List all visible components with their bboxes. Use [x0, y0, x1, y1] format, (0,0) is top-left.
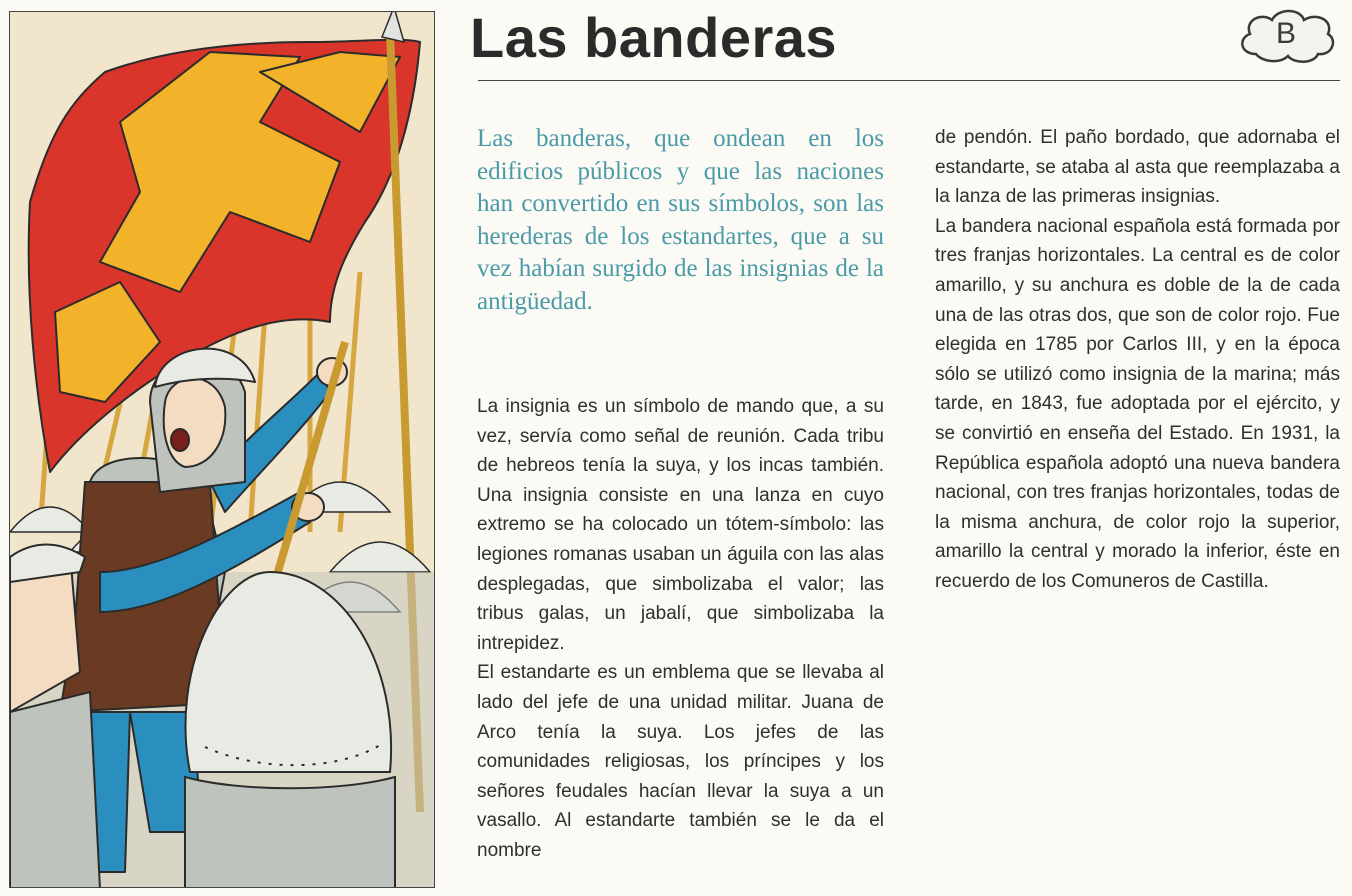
title-divider: [478, 80, 1340, 81]
badge-letter: B: [1275, 17, 1296, 50]
paragraph-pendon: de pendón. El paño bordado, que adornaba el estandarte, se ataba al asta que reemplazaba a la lanza de las primeras insignias.: [935, 127, 1340, 208]
intro-paragraph: Las banderas, que ondean en los edificios públicos y que las naciones han convertido en sus símbolos, son las herederas de los estandartes, que a su vez habían surgido de las insignias de la antigüedad.: [477, 125, 884, 315]
page-title: Las banderas: [470, 6, 838, 69]
paragraph-estandarte: El estandarte es un emblema que se llevaba al lado del jefe de una unidad militar. Juana de Arco tenía la suya. Los jefes de las comunidades religiosas, los príncipes y los señores feudales hacían llevar la suya a un vasallo. Al estandarte también se le da el nombre: [477, 662, 884, 861]
paragraph-insignia: La insignia es un símbolo de mando que, a su vez, servía como señal de reunión. Cada tribu de hebreos tenía la suya, y los incas también. Una insignia consiste en una lanza en cuyo extremo se ha colocado un tótem-símbolo: las legiones romanas usaban un águila con las alas desplegadas, que simbolizaba el valor; las tribus galas, un jabalí, que simbolizaba la intrepidez.: [477, 396, 884, 654]
body-column-right: [935, 123, 1340, 597]
body-column-left: [477, 392, 884, 866]
illustration-flag-bearer: [9, 11, 435, 888]
paragraph-bandera-espanola: La bandera nacional española está formada por tres franjas horizontales. La central es de color amarillo, y su anchura es doble de la de cada una de las otras dos, que son de color rojo. Fue elegida en 1785 por Carlos III, y en la época sólo se utilizó como insignia de la marina; más tarde, en 1843, fue adoptada por el ejército, y se convirtió en enseña del Estado. En 1931, la República española adoptó una nueva bandera nacional, con tres franjas horizontales, todas de la misma anchura, de color rojo la superior, amarillo la central y morado la inferior, éste en recuerdo de los Comuneros de Castilla.: [935, 215, 1340, 592]
level-badge: [1234, 4, 1338, 68]
